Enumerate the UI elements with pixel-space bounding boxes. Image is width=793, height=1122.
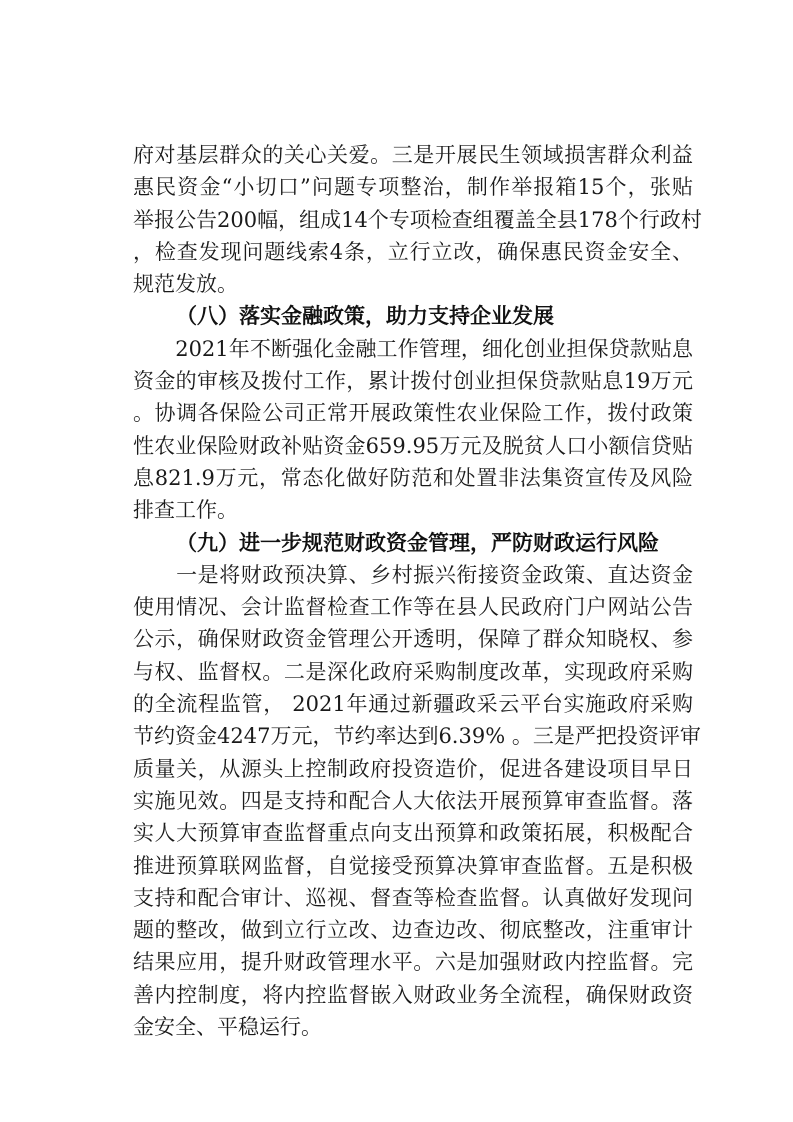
paragraph-line: 实施见效。四是支持和配合人大依法开展预算审查监督。落 — [133, 789, 693, 813]
paragraph-line: 推进预算联网监督，自觉接受预算决算审查监督。五是积极 — [133, 854, 693, 878]
section-heading-8: （八）落实金融政策，助力支持企业发展 — [176, 304, 554, 328]
paragraph-line: 质量关，从源头上控制政府投资造价，促进各建设项目早日 — [133, 757, 693, 781]
paragraph-line: ，检查发现问题线索4条，立行立改，确保惠民资金安全、 — [133, 240, 693, 264]
paragraph-line: 题的整改，做到立行立改、边查边改、彻底整改，注重审计 — [133, 918, 693, 942]
paragraph-line: 金安全、平稳运行。 — [133, 1015, 322, 1039]
paragraph-line: 2021年不断强化金融工作管理，细化创业担保贷款贴息 — [133, 337, 693, 361]
paragraph-line: 与权、监督权。二是深化政府采购制度改革，实现政府采购 — [133, 660, 693, 684]
paragraph-line: 举报公告200幅，组成14个专项检查组覆盖全县178个行政村 — [133, 208, 702, 232]
paragraph-line: 支持和配合审计、巡视、督查等检查监督。认真做好发现问 — [133, 886, 693, 910]
paragraph-line: 资金的审核及拨付工作，累计拨付创业担保贷款贴息19万元 — [133, 369, 693, 393]
paragraph-line: 排查工作。 — [133, 498, 238, 522]
paragraph-line: 性农业保险财政补贴资金659.95万元及脱贫人口小额信贷贴 — [133, 434, 693, 458]
paragraph-line: 规范发放。 — [133, 272, 238, 296]
paragraph-line: 使用情况、会计监督检查工作等在县人民政府门户网站公告 — [133, 595, 693, 619]
paragraph-line: 。协调各保险公司正常开展政策性农业保险工作，拨付政策 — [133, 401, 693, 425]
paragraph-line: 结果应用，提升财政管理水平。六是加强财政内控监督。完 — [133, 950, 693, 974]
paragraph-line: 公示，确保财政资金管理公开透明，保障了群众知晓权、参 — [133, 627, 693, 651]
paragraph-line: 一是将财政预决算、乡村振兴衔接资金政策、直达资金 — [133, 563, 693, 587]
section-heading-9: （九）进一步规范财政资金管理，严防财政运行风险 — [176, 531, 659, 555]
paragraph-line: 惠民资金“小切口”问题专项整治，制作举报箱15个，张贴 — [133, 175, 693, 199]
paragraph-line: 的全流程监管， 2021年通过新疆政采云平台实施政府采购 — [133, 692, 693, 716]
paragraph-line: 实人大预算审查监督重点向支出预算和政策拓展，积极配合 — [133, 821, 693, 845]
paragraph-line: 节约资金4247万元，节约率达到6.39% 。三是严把投资评审 — [133, 724, 701, 748]
paragraph-line: 善内控制度，将内控监督嵌入财政业务全流程，确保财政资 — [133, 983, 693, 1007]
paragraph-line: 息821.9万元，常态化做好防范和处置非法集资宣传及风险 — [133, 466, 693, 490]
paragraph-line: 府对基层群众的关心关爱。三是开展民生领域损害群众利益 — [133, 143, 693, 167]
